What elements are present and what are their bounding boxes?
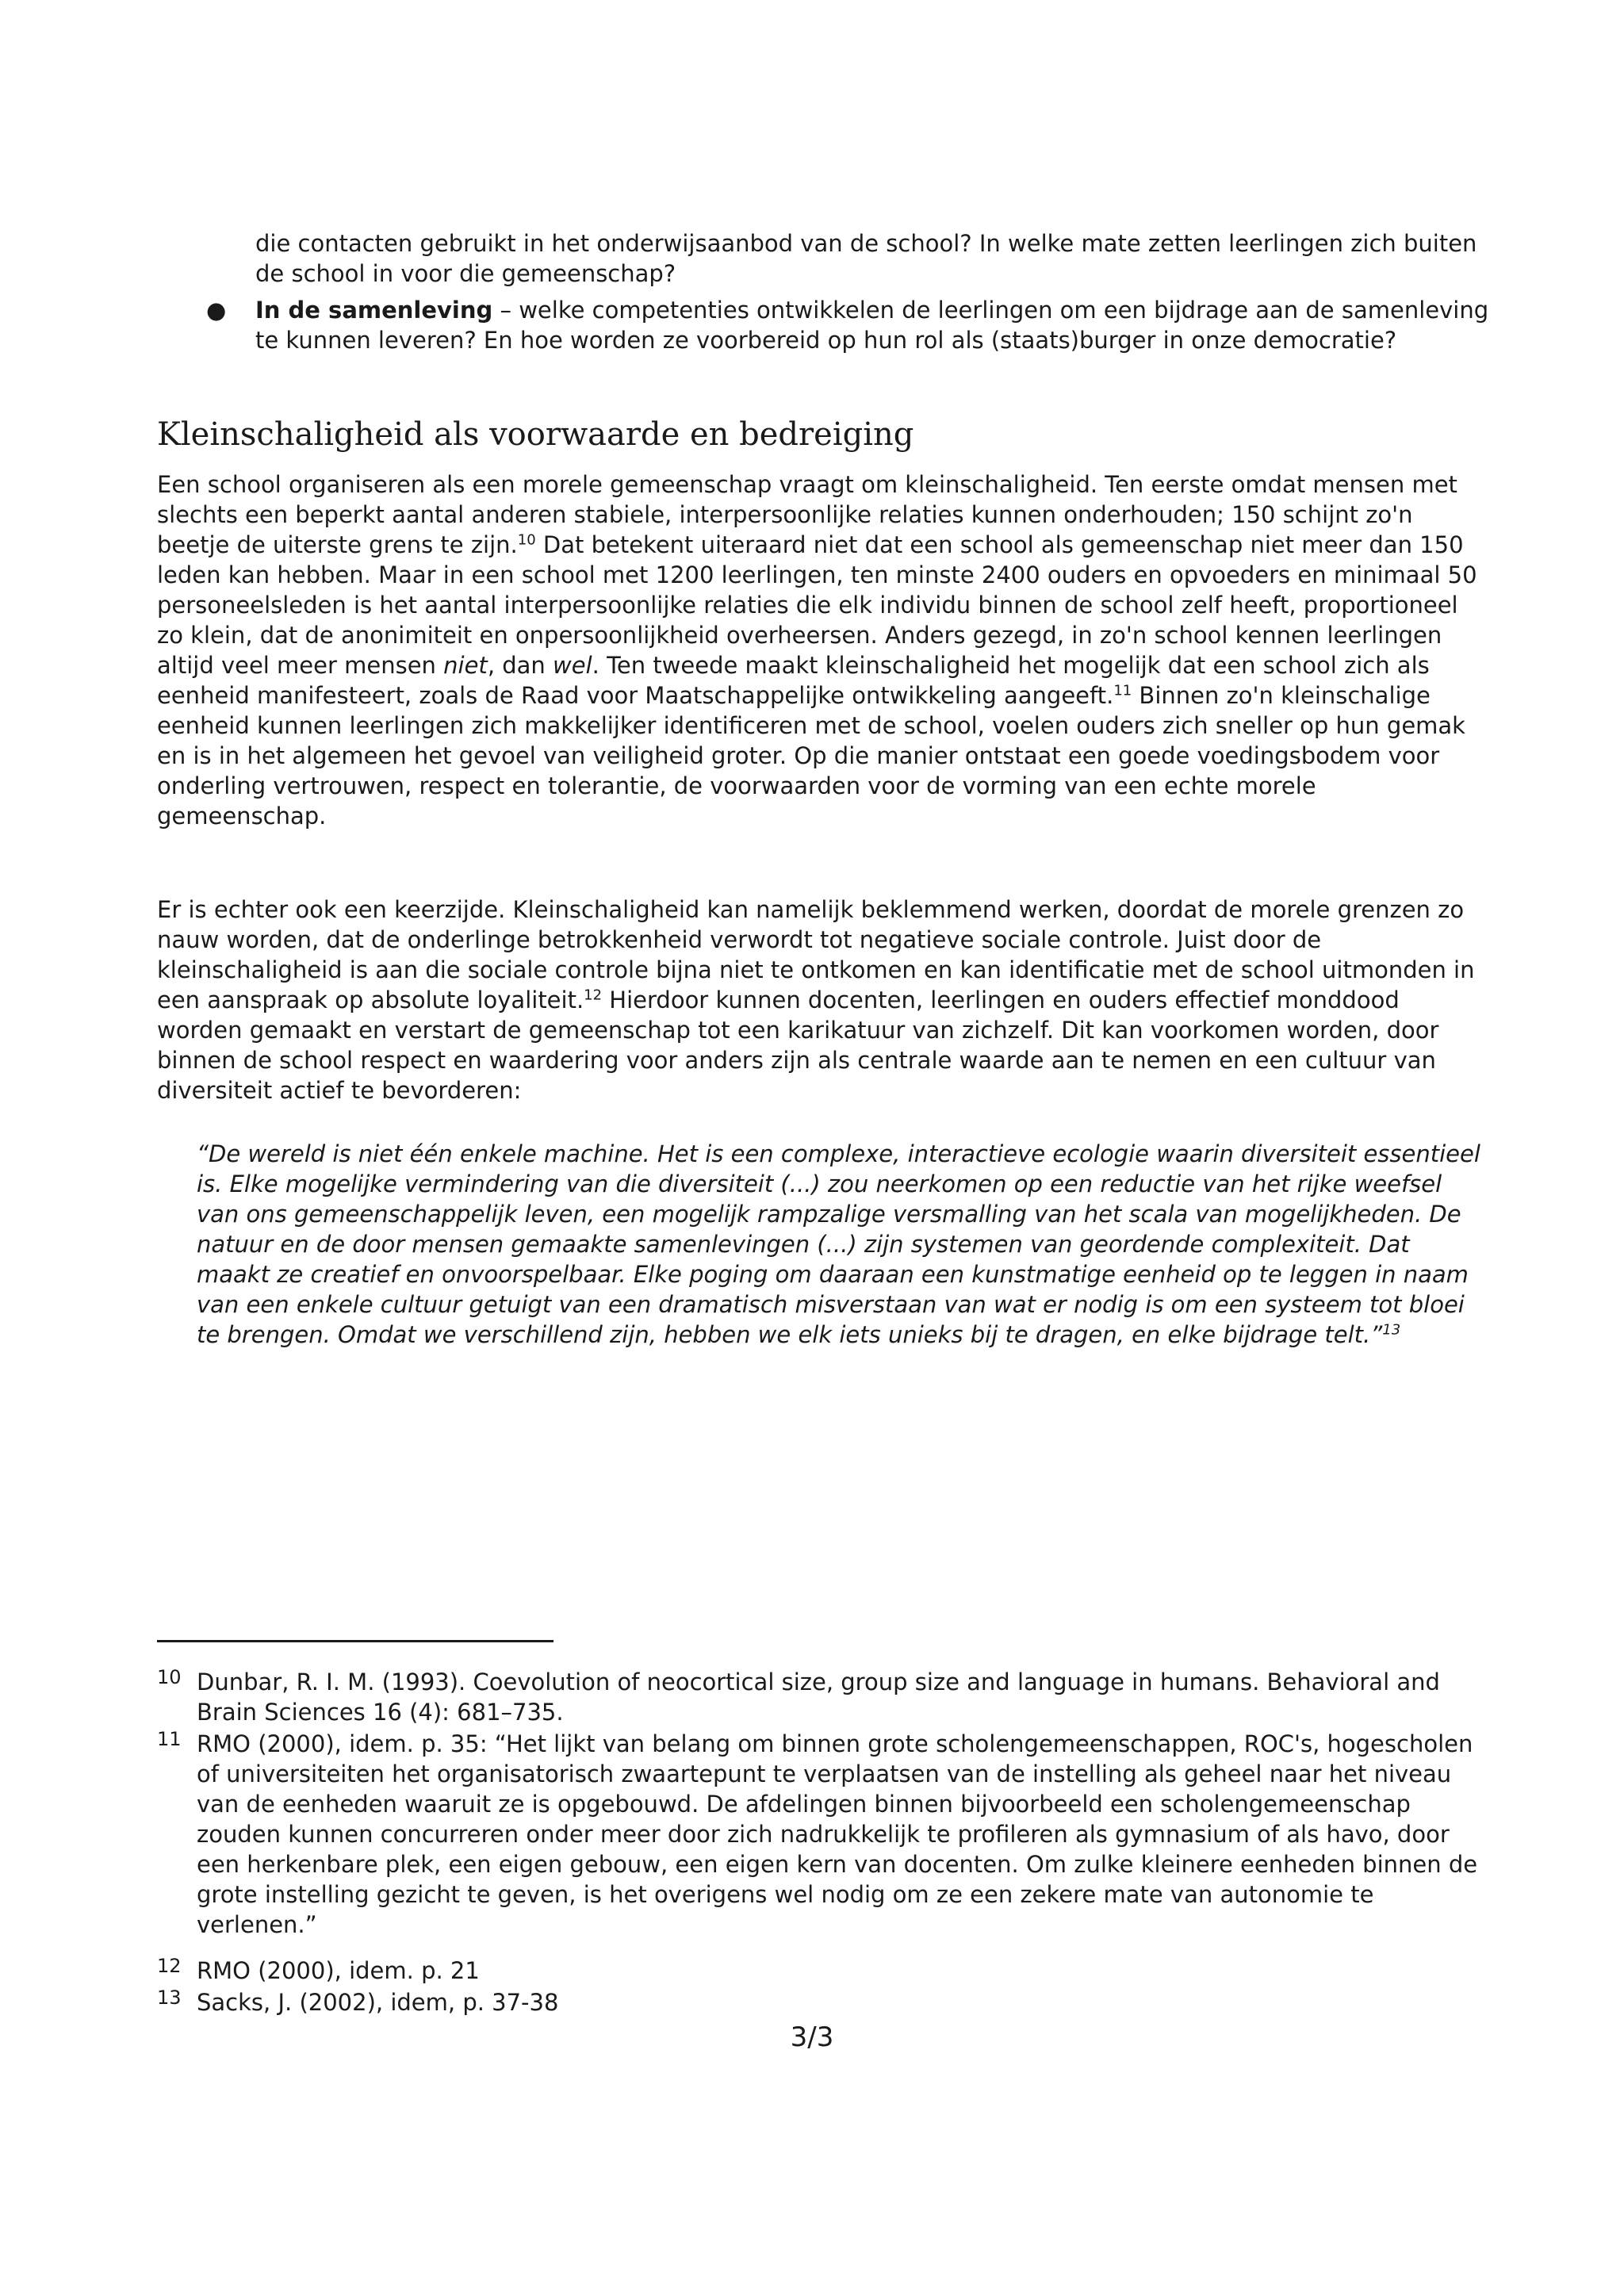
footnote-ref-13[interactable]: 13 xyxy=(1382,1321,1401,1339)
footnote-separator xyxy=(157,1640,553,1642)
footnote-ref-10[interactable]: 10 xyxy=(517,531,536,549)
footnote-text: RMO (2000), idem. p. 35: “Het lijkt van belang om binnen grote scholengemeenschappen, ROC's, hogescholen of universiteiten het organisatorisch zwaartepunt te verplaatsen van de instelling als geheel naar het niveau van de eenheden waaruit ze is opgebouwd. De afdelingen binnen bijvoorbeeld een scholengemeenschap zouden kunnen concurreren onder meer door zich nadrukkelijk te profileren als gymnasium of als havo, door een herkenbare plek, een eigen gebouw, een eigen kern van docenten. Om zulke kleinere eenheden binnen de grote instelling gezicht te geven, is het overigens wel nodig om ze een zekere mate van autonomie te verlenen.” xyxy=(197,1730,1478,1938)
page-number: 3/3 xyxy=(790,2021,834,2053)
p1-part-c: , dan xyxy=(487,652,553,679)
footnote-text: RMO (2000), idem. p. 21 xyxy=(197,1957,480,1984)
p1-emph-wel: wel xyxy=(553,652,592,679)
p1-part-b: Dat betekent uiteraard niet dat een school als gemeenschap niet meer dan 150 leden kan hebben. Maar in een school met 1200 leerlingen, ten minste 2400 ouders en opvoeders en minimaal 50 personeelsleden is het aantal interpersoonlijke relaties die elk individu binnen de school zelf heeft, proportioneel zo klein, dat de anonimiteit en onpersoonlijkheid overheersen. Anders gezegd, in zo'n school kennen leerlingen altijd veel meer mensen xyxy=(157,531,1477,679)
bullet-marker: ● xyxy=(206,297,227,324)
block-quote xyxy=(197,1139,1481,1350)
footnote-text: Dunbar, R. I. M. (1993). Coevolution of neocortical size, group size and language in humans. Behavioral and Brain Sciences 16 (4): 681–735. xyxy=(197,1669,1440,1726)
p2-part-b: Hierdoor kunnen docenten, leerlingen en ouders effectief monddood worden gemaakt en verstart de gemeenschap tot een karikatuur van zichzelf. Dit kan voorkomen worden, door binnen de school respect en waardering voor anders zijn als centrale waarde aan te nemen en een cultuur van diversiteit actief te bevorderen: xyxy=(157,987,1439,1104)
bullet-text xyxy=(255,295,1492,355)
footnote-number: 12 xyxy=(157,1955,182,1977)
p1-part-e: Binnen zo'n kleinschalige eenheid kunnen leerlingen zich makkelijker identificeren met de school, voelen ouders zich sneller op hun gemak en is in het algemeen het gevoel van veiligheid groter. Op die manier ontstaat een goede voedingsbodem voor onderling vertrouwen, respect en tolerantie, de voorwaarden voor de vorming van een echte morele gemeenschap. xyxy=(157,682,1465,829)
footnote-number: 13 xyxy=(157,1987,182,2009)
p1-emph-niet: niet xyxy=(443,652,488,679)
section-heading: Kleinschaligheid als voorwaarde en bedreiging xyxy=(157,416,914,453)
continuation-text: die contacten gebruikt in het onderwijsaanbod van de school? In welke mate zetten leerlingen zich buiten de school in voor die gemeenschap? xyxy=(255,230,1477,287)
footnote-text: Sacks, J. (2002), idem, p. 37-38 xyxy=(197,1989,559,2016)
p1-part-a: Een school organiseren als een morele gemeenschap vraagt om kleinschaligheid. Ten eerste omdat mensen met slechts een beperkt aantal anderen stabiele, interpersoonlijke relaties kunnen onderhouden; 150 schijnt zo'n beetje de uiterste grens te zijn. xyxy=(157,471,1457,558)
footnote-ref-11[interactable]: 11 xyxy=(1113,682,1132,699)
p1-part-d: . Ten tweede maakt kleinschaligheid het mogelijk dat een school zich als eenheid manifesteert, zoals de Raad voor Maatschappelijke ontwikkeling aangeeft. xyxy=(157,652,1430,709)
footnote-ref-12[interactable]: 12 xyxy=(584,987,603,1004)
paragraph-2 xyxy=(157,895,1489,1105)
footnote-number: 11 xyxy=(157,1728,182,1750)
quote-text: “De wereld is niet één enkele machine. Het is een complexe, interactieve ecologie waarin diversiteit essentieel is. Elke mogelijke vermindering van die diversiteit (...) zou neerkomen op een reductie van het rijke weefsel van ons gemeenschappelijk leven, een mogelijk rampzalige versmalling van het scala van mogelijkheden. De natuur en de door mensen gemaakte samenlevingen (...) zijn systemen van geordende complexiteit. Dat maakt ze creatief en onvoorspelbaar. Elke poging om daaraan een kunstmatige eenheid op te leggen in naam van een enkele cultuur getuigt van een dramatisch misverstaan van wat er nodig is om een systeem tot bloei te brengen. Omdat we verschillend zijn, hebben we elk iets unieks bij te dragen, en elke bijdrage telt.” xyxy=(197,1140,1480,1348)
footnote-number: 10 xyxy=(157,1666,182,1688)
p2-part-a: Er is echter ook een keerzijde. Kleinschaligheid kan namelijk beklemmend werken, doordat de morele grenzen zo nauw worden, dat de onderlinge betrokkenheid verwordt tot negatieve sociale controle. Juist door de kleinschaligheid is aan die sociale controle bijna niet te ontkomen en kan identificatie met de school uitmonden in een aanspraak op absolute loyaliteit. xyxy=(157,896,1475,1013)
paragraph-1 xyxy=(157,469,1489,831)
bullet-label: In de samenleving xyxy=(255,297,493,324)
bullet-body: – welke competenties ontwikkelen de leerlingen om een bijdrage aan de samenleving te kunnen leveren? En hoe worden ze voorbereid op hun rol als (staats)burger in onze democratie? xyxy=(255,297,1489,354)
